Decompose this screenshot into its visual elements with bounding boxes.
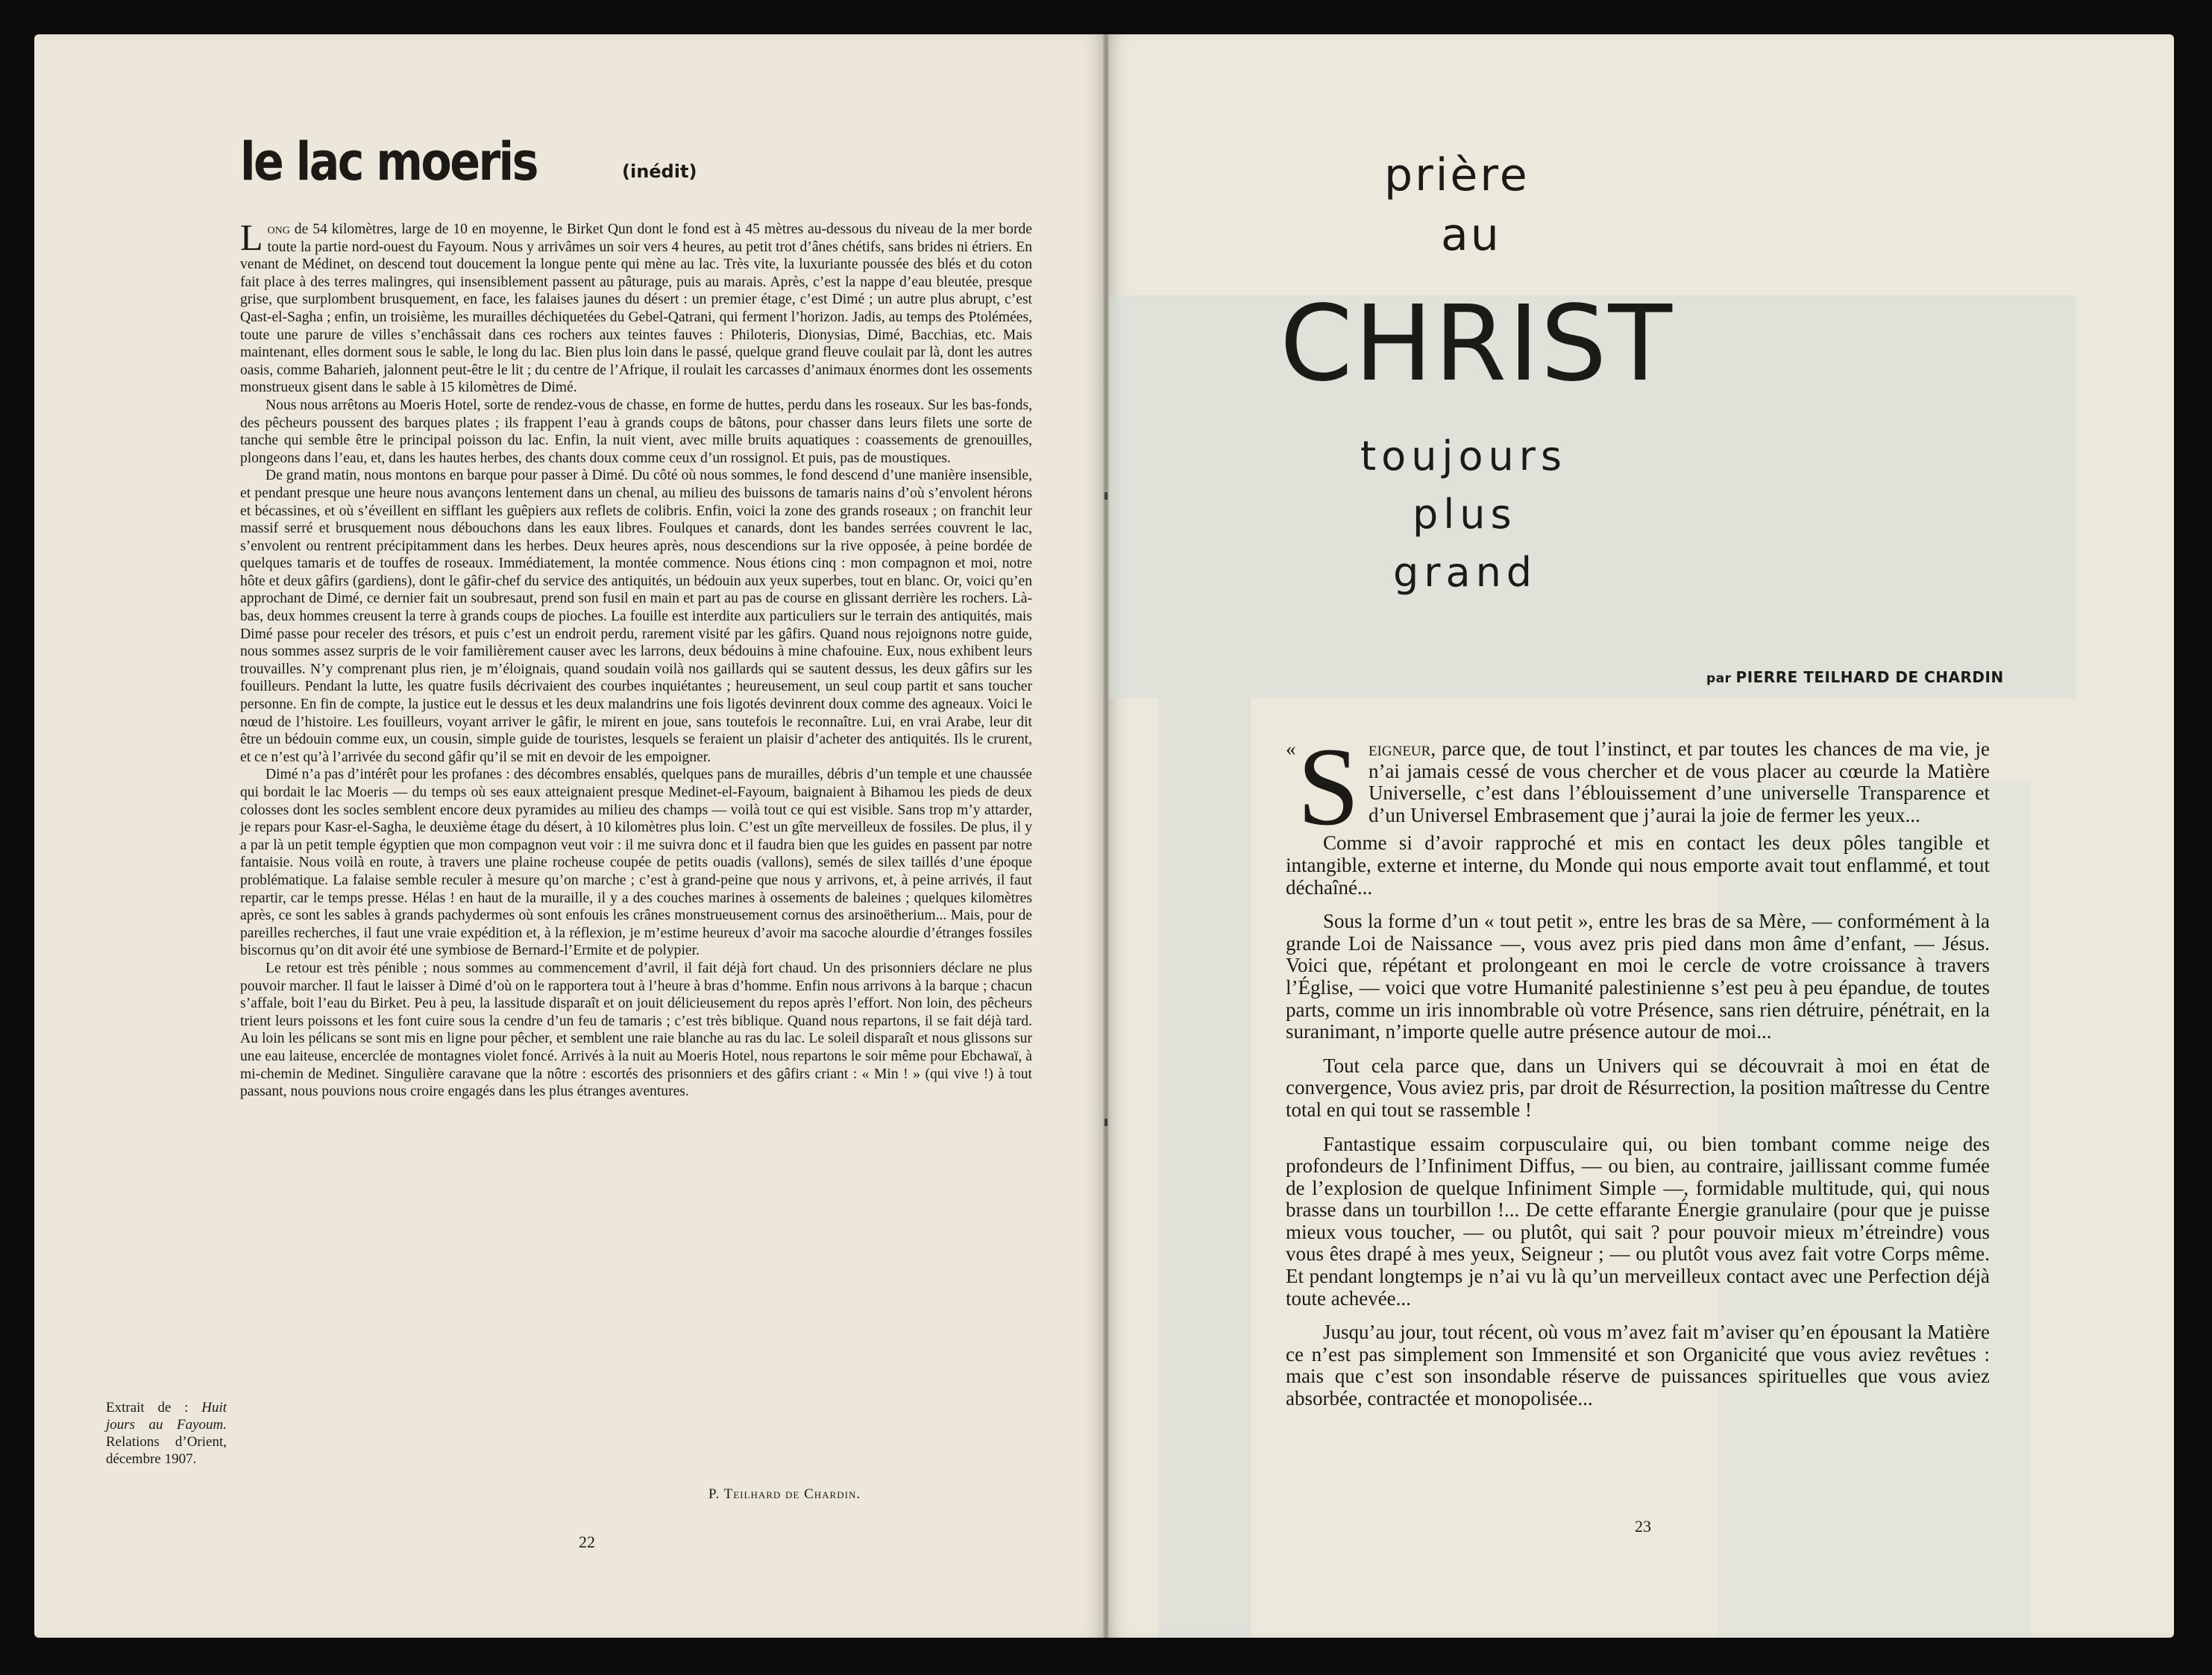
staple [1105, 492, 1107, 500]
book-gutter [1103, 34, 1109, 1638]
paragraph [240, 216, 1032, 397]
paragraph [1286, 725, 1990, 849]
opening-quote: « [1286, 738, 1296, 760]
title-line-priere: prière [1384, 149, 1530, 201]
drop-cap: L [240, 216, 263, 258]
title-line-toujours: toujours [1360, 433, 1568, 480]
signature-name: eilhard de Chardin [733, 1486, 857, 1502]
title-line-au: au [1441, 209, 1501, 261]
byline-author: PIERRE TEILHARD DE CHARDIN [1735, 668, 2004, 686]
page-number-left: 22 [579, 1533, 595, 1551]
article-title: le lac moeris [240, 131, 537, 192]
staple [1105, 1119, 1107, 1126]
paragraph: Dimé n’a pas d’intérêt pour les profanes : des décombres ensablés, quelques pans de murailles, débris d’un temple et une chaussée qui bordait le lac Moeris — du temps où ses eaux atteignaient presque Medinet-el-Fayoum, baignaient à Bihamou les pieds de deux colosses dont les socles semblent encore deux pyramides au milieu des champs — voilà tout ce qui est visible. Sans trop m’y attarder, je repars pour Kasr-el-Sagha, le deuxième étage du désert, à 10 kilomètres plus loin. C’est un gîte merveilleux de fossiles. De plus, il y a par là un petit temple égyptien que mon compagnon veut voir : il me suivra donc et il faudra bien que les guides en passent par notre fantaisie. Nous voilà en route, à travers une plaine rocheuse coupée de petits ouadis (vallons), semés de silex taillés d’une époque problématique. La falaise semble reculer à mesure qu’on marche ; c’est à grand-peine que nous y arrivons, et, à peine arrivés, il faut repartir, car le temps presse. Hélas ! en haut de la muraille, il y a des couches marines à ossements de baleines ; quelques kilomètres après, ce sont les sables à grands pachydermes où sont enfouis les crânes monstrueusement cornus des arsinoëtherium... Mais, pour de pareilles recherches, il faut une vraie expédition et, à la réflexion, je m’estime heureux d’avoir ma sacoche alourdie d’étranges fossiles biscornus qu’on dit avoir été une symbiose de Bernard-l’Ermite et de polypier. [240, 767, 1032, 959]
article-body [240, 216, 1032, 1101]
page-number-right: 23 [1635, 1517, 1651, 1536]
drop-cap: S [1297, 725, 1360, 849]
byline [1706, 668, 2004, 686]
source-title: Huit jours au Fayoum. [106, 1400, 227, 1433]
paragraph: Fantastique essaim corpusculaire qui, ou bien tombant comme neige des profondeurs de l’Infiniment Diffus, — ou bien, au contraire, jaillissant comme fumée de l’explosion de quelque Infiniment Simple —, formidable multitude, qui, qui nous brasse dans un tourbillon !... De cette effarante Énergie granulaire (pour que je puisse mieux vous toucher, — ou plutôt, qui sait ? pour pouvoir mieux m’étreindre) vous vous êtes drapé à mes yeux, Seigneur ; — ou plutôt vous avez fait votre Corps même. Et pendant longtemps je n’ai vu là qu’un merveilleux contact avec une Perfection déjà toute achevée... [1286, 1132, 1990, 1310]
paragraph: Tout cela parce que, dans un Univers qui se découvrait à moi en état de convergence, Vous aviez pris, par droit de Résurrection, la position maîtresse du Centre total en qui tout se rassemble ! [1286, 1054, 1990, 1121]
source-suffix: Relations d’Orient, décembre 1907. [106, 1434, 227, 1467]
source-note [106, 1399, 227, 1468]
bleed-through-column [1158, 698, 1251, 1638]
paragraph: Sous la forme d’un « tout petit », entre les bras de sa Mère, — conformément à la grande Loi de Naissance —, vous avez pris pied dans mon âme d’enfant, — Jésus. Voici que, répétant et prolongeant en moi le cercle de votre croissance à travers l’Église, — voici que votre Humanité palestinienne s’est peu à peu épandue, de toutes parts, comme un iris innombrable où votre Présence, sans rien détruire, pénétrait, en la suranimant, n’importe quelle autre présence autour de moi... [1286, 910, 1990, 1043]
source-prefix: Extrait de : [106, 1400, 189, 1415]
signature-initial: P. T [708, 1486, 734, 1502]
paragraph: De grand matin, nous montons en barque pour passer à Dimé. Du côté où nous sommes, le fond descend d’une manière insensible, et pendant presque une heure nous avançons lentement dans un chenal, au milieu des buissons de tamaris nains d’où s’envolent hérons et bécassines, et où s’éveillent en sifflant les guêpiers aux reflets de colibris. Enfin, voici la zone des grands roseaux ; on franchit leur massif serré et brusquement nous débouchons dans les eaux libres. Foulques et canards, dont les bandes serrées couvrent le lac, s’envolent ou rentrent précipitamment dans les herbes. Deux heures après, nous descendions sur la rive opposée, à peine bordée de quelques tamaris et de touffes de roseaux. Immédiatement, la montée commence. Nous étions cinq : mon compagnon et moi, notre hôte et deux gâfirs (gardiens), dont le gâfir-chef du service des antiquités, un bédouin aux yeux superbes, tout en blanc. Or, voici qu’en approchant de Dimé, ce dernier fait un soubresaut, prend son fusil en main et part au pas de course en glissant derrière les rochers. Là-bas, deux hommes creusent la terre à grands coups de pioches. La fouille est interdite aux particuliers sur le terrain des antiquités, mais Dimé passe pour receler des trésors, et puis c’est un endroit perdu, rarement visité par les gâfirs. Quand nous rejoignons notre guide, nous sommes assez surpris de le voir familièrement causer avec les larrons, deux bédouins à mine chafouine. Eux, nous exhibent leurs trouvailles. N’y comprenant plus rien, je m’éloignais, quand soudain voilà nos gaillards qui se sautent dessus, les deux gâfirs sur les fouilleurs. Pendant la lutte, les quatre fusils décrivaient des courbes inquiétantes ; heureusement, un seul coup partit et sans toucher personne. En fin de compte, la justice eut le dessus et les deux malandrins une fois ligotés devinrent doux comme des agneaux. Voici le nœud de l’histoire. Les fouilleurs, voyant arriver le gâfir, le mirent en joue, sans toutefois le reconnaître. Lui, en vrai Arabe, leur dit être un bédouin comme eux, un cousin, simple guide de touristes, lesquels se feraient un plaisir d’acheter des antiquités. Ils le crurent, et ce n’est qu’à l’arrivée du second gâfir qu’il se mit en devoir de les empoigner. [240, 468, 1032, 765]
title-line-plus: plus [1413, 491, 1517, 538]
paragraph: Jusqu’au jour, tout récent, où vous m’avez fait m’aviser qu’en épousant la Matière ce n’est pas simplement son Immensité et son Organicité que vous aviez revêtues : mais que c’est son insondable réserve de puissances spirituelles que vous aviez absorbée, contractée et monopolisée... [1286, 1321, 1990, 1410]
title-line-grand: grand [1393, 549, 1538, 596]
signature-end: . [856, 1486, 861, 1502]
small-caps-lead: eigneur [1368, 738, 1431, 760]
article-title-note: (inédit) [622, 161, 697, 182]
title-line-christ: CHRIST [1280, 283, 1674, 405]
paragraph-text: , parce que, de tout l’instinct, et par toutes les chances de ma vie, je n’ai jamais cessé de vous chercher et de vous placer au cœurde la Matière Universelle, c’est dans l’éblouissement d’une universelle Transparence et d’un Universel Embrasement que j’aurai la joie de fermer les yeux... [1368, 738, 1990, 826]
paragraph: Le retour est très pénible ; nous sommes au commencement d’avril, il fait déjà fort chaud. Un des prisonniers déclare ne plus pouvoir marcher. Il faut le laisser à Dimé d’où on le rapportera tout à l’heure à bras d’homme. Enfin nous arrivons à la barque ; chacun s’affale, boit l’eau du Birket. Peu à peu, la lassitude disparaît et on jouit délicieusement du repos après l’effort. Non loin, des pêcheurs trient leurs poissons et les font cuire sous la cendre d’un feu de tamaris ; c’est très biblique. Quand nous repartons, il se fait déjà tard. Au loin les pélicans se sont mis en ligne pour pêcher, et semblent une raie blanche au ras du lac. Le soleil disparaît et nous glissons sur une eau laiteuse, encerclée de montagnes violet foncé. Arrivés à la nuit au Moeris Hotel, nous repartons le soir même pour Ebchawaï, à mi-chemin de Medinet. Singulière caravane que la nôtre : escortés des prisonniers et des gâfirs criant : « Min ! » (qui vive !) à tout passant, nous pouvions nous croire engagés dans les plus étranges aventures. [240, 960, 1032, 1100]
paragraph-text: de 54 kilomètres, large de 10 en moyenne, le Birket Qun dont le fond est à 45 mètres au-dessous du niveau de la mer borde toute la partie nord-ouest du Fayoum. Nous y arrivâmes un soir vers 4 heures, au petit trot d’ânes chétifs, sans brides ni étriers. En venant de Médinet, on descend tout doucement la longue pente qui mène au lac. Très vite, la luxuriante poussée des blés et du coton fait place à des terres malingres, qui insensiblement passent au pâturage, puis au marais. Après, c’est la nappe d’eau bleutée, presque grise, que surplombent brusquement, en face, les falaises jaunes du désert : un premier étage, c’est Dimé ; un autre plus abrupt, c’est Qast-el-Sagha ; enfin, un troisième, les murailles déchiquetées du Gebel-Qatrani, qui ferment l’horizon. Jadis, au temps des Ptolémées, toute une parure de villes s’enchâssait dans ces rochers aux teintes fauves : Philoteris, Dionysias, Dimé, Bacchias, etc. Mais maintenant, elles dorment sous le sable, le long du lac. Bien plus loin dans le passé, quelque grand fleuve coulait par là, dont les autres oasis, comme Baharieh, jalonnent peut-être le lit ; du centre de l’Afrique, il roulait les carcasses d’animaux énormes dont les ossements monstrueux gisent dans le sable à 15 kilomètres de Dimé. [240, 221, 1032, 396]
byline-par: par [1706, 671, 1732, 686]
prayer-body [1286, 725, 1990, 1422]
signature [708, 1486, 861, 1503]
paragraph: Nous nous arrêtons au Moeris Hotel, sorte de rendez-vous de chasse, en forme de huttes, perdu dans les roseaux. Sur les bas-fonds, des pêcheurs poussent des barques plates ; ils frappent l’eau à grands coups de bâtons, pour chasser dans leurs filets une sorte de tanche qui semble être le principal poisson du lac. Enfin, la nuit vient, avec mille bruits aquatiques : coassements de grenouilles, plongeons dans l’eau, et, dans les hautes herbes, des chants doux comme ceux d’un rossignol. Et puis, pas de moustiques. [240, 397, 1032, 466]
small-caps-lead: ong [267, 221, 290, 237]
paragraph: Comme si d’avoir rapproché et mis en contact les deux pôles tangible et intangible, externe et interne, du Monde qui nous emporte avait tout enflammé, et tout déchaîné... [1286, 832, 1990, 899]
